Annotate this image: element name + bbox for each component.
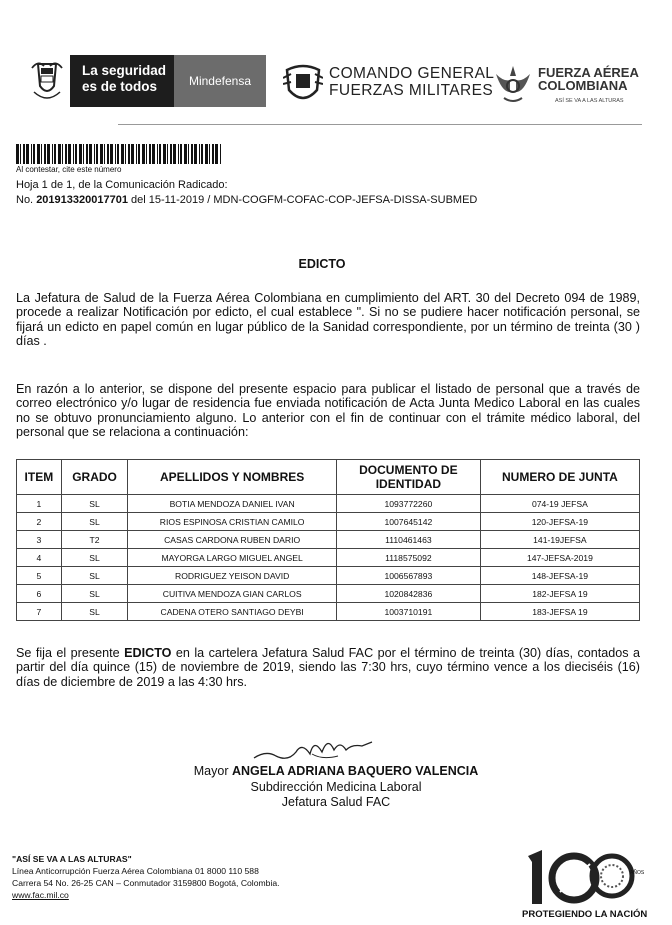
cell-item: 4 bbox=[17, 549, 62, 567]
footer-website-link[interactable]: www.fac.mil.co bbox=[12, 890, 69, 900]
cell-name: CASAS CARDONA RUBEN DARIO bbox=[128, 531, 337, 549]
table-row bbox=[17, 513, 640, 531]
radicado-number: 201913320017701 bbox=[36, 194, 128, 206]
cgfm-shield-logo bbox=[283, 62, 323, 106]
page-line: Hoja 1 de 1, de la Comunicación Radicado: bbox=[16, 179, 228, 191]
header-divider bbox=[118, 124, 642, 125]
cell-grado: SL bbox=[61, 567, 128, 585]
signer-name: ANGELA ADRIANA BAQUERO VALENCIA bbox=[231, 764, 479, 778]
cell-name: BOTIA MENDOZA DANIEL IVAN bbox=[128, 495, 337, 513]
cell-grado: SL bbox=[61, 549, 128, 567]
table-row bbox=[17, 531, 640, 549]
cgfm-line-2: FUERZAS MILITARES bbox=[329, 82, 494, 99]
cell-item: 1 bbox=[17, 495, 62, 513]
table-header-row bbox=[17, 460, 640, 495]
handwritten-signature bbox=[252, 732, 374, 764]
fac-motto: ASÍ SE VA A LAS ALTURAS bbox=[555, 98, 624, 104]
cell-junta: 183-JEFSA 19 bbox=[480, 603, 639, 621]
cell-item: 5 bbox=[17, 567, 62, 585]
footer-anticorruption: Línea Anticorrupción Fuerza Aérea Colombiana 01 8000 110 588 bbox=[12, 866, 259, 876]
cell-item: 2 bbox=[17, 513, 62, 531]
table-row bbox=[17, 495, 640, 513]
footer-slogan: PROTEGIENDO LA NACIÓN bbox=[522, 909, 648, 920]
header-junta: NUMERO DE JUNTA bbox=[480, 460, 639, 495]
signer-rank: Mayor bbox=[193, 764, 232, 778]
fac-line-1: FUERZA AÉREA bbox=[538, 65, 639, 80]
fac-name bbox=[538, 66, 639, 92]
cell-document: 1006567893 bbox=[336, 567, 480, 585]
cell-document: 1118575092 bbox=[336, 549, 480, 567]
header-grado: GRADO bbox=[61, 460, 128, 495]
signer-office: Subdirección Medicina Laboral bbox=[250, 780, 422, 794]
banner-slogan bbox=[70, 55, 174, 107]
cell-junta: 182-JEFSA 19 bbox=[480, 585, 639, 603]
signer-name-line bbox=[0, 764, 672, 779]
cell-grado: SL bbox=[61, 495, 128, 513]
cell-junta: 074-19 JEFSA bbox=[480, 495, 639, 513]
cgfm-name bbox=[329, 65, 494, 99]
cell-document: 1110461463 bbox=[336, 531, 480, 549]
paragraph-3 bbox=[16, 646, 640, 689]
paragraph-1: La Jefatura de Salud de la Fuerza Aérea Colombiana en cumplimiento del ART. 30 del Decreto 094 de 1989, procede a realizar Notificación por edicto, el cual establece ". Si no se pudiere hacer notificación personal, se fijará un edicto en papel común en lugar público de la Sanidad correspondiente, por un término de treinta (30 ) días . bbox=[16, 291, 640, 349]
table-row bbox=[17, 585, 640, 603]
national-coat-of-arms-logo bbox=[30, 58, 64, 106]
mindefensa-banner bbox=[70, 55, 266, 107]
paragraph-2: En razón a lo anterior, se dispone del presente espacio para publicar el listado de personal que a través de correo electrónico y/o lugar de residencia fue enviada notificación de Acta Junta Medico Laboral en las cuales no se obtuvo pronunciamiento alguno. Lo anterior con el fin de continuar con el trámite médico laboral, del personal que se relaciona a continuación: bbox=[16, 382, 640, 440]
cell-junta: 141-19JEFSA bbox=[480, 531, 639, 549]
cgfm-line-1: COMANDO GENERAL bbox=[329, 65, 495, 82]
document-title: EDICTO bbox=[298, 257, 346, 271]
cite-note: Al contestar, cite este número bbox=[16, 165, 122, 174]
banner-mindefensa: Mindefensa bbox=[174, 55, 266, 107]
radicado-line bbox=[16, 193, 477, 207]
cell-item: 3 bbox=[17, 531, 62, 549]
cell-document: 1093772260 bbox=[336, 495, 480, 513]
fac-line-2: COLOMBIANA bbox=[538, 78, 628, 93]
cell-name: MAYORGA LARGO MIGUEL ANGEL bbox=[128, 549, 337, 567]
cell-name: CUITIVA MENDOZA GIAN CARLOS bbox=[128, 585, 337, 603]
radicado-date-code: del 15-11-2019 / MDN-COGFM-COFAC-COP-JEFSA-DISSA-SUBMED bbox=[131, 194, 478, 206]
anniversary-years-label: AÑOS bbox=[630, 870, 645, 876]
cell-document: 1007645142 bbox=[336, 513, 480, 531]
banner-line-1: La seguridad bbox=[82, 63, 167, 78]
anniversary-100-logo bbox=[520, 842, 646, 912]
cell-grado: SL bbox=[61, 513, 128, 531]
cell-document: 1020842836 bbox=[336, 585, 480, 603]
paragraph-3-rest: en la cartelera Jefatura Salud FAC por el término de treinta (30) días, contados a partir del día quince (15) de noviembre de 2019, siendo las 7:30 hrs, cuyo término vence a los dieciséis (16) días de diciembre de 2019 a las 4:30 hrs. bbox=[16, 646, 641, 689]
barcode bbox=[16, 144, 224, 164]
cell-junta: 147-JEFSA-2019 bbox=[480, 549, 639, 567]
cell-grado: SL bbox=[61, 585, 128, 603]
table-row bbox=[17, 567, 640, 585]
cell-item: 6 bbox=[17, 585, 62, 603]
paragraph-3-lead: Se fija el presente bbox=[16, 646, 125, 660]
header-names: APELLIDOS Y NOMBRES bbox=[128, 460, 337, 495]
footer-address: Carrera 54 No. 26-25 CAN – Conmutador 3159800 Bogotá, Colombia. bbox=[12, 878, 280, 888]
banner-line-2: es de todos bbox=[82, 79, 158, 94]
cell-name: RODRIGUEZ YEISON DAVID bbox=[128, 567, 337, 585]
cell-document: 1003710191 bbox=[336, 603, 480, 621]
cell-junta: 120-JEFSA-19 bbox=[480, 513, 639, 531]
cell-name: CADENA OTERO SANTIAGO DEYBI bbox=[128, 603, 337, 621]
cell-junta: 148-JEFSA-19 bbox=[480, 567, 639, 585]
cell-item: 7 bbox=[17, 603, 62, 621]
footer-motto: "ASÍ SE VA A LAS ALTURAS" bbox=[12, 854, 132, 864]
radicado-prefix: No. bbox=[16, 194, 34, 206]
paragraph-3-edicto: EDICTO bbox=[124, 646, 172, 660]
header-document: DOCUMENTO DE IDENTIDAD bbox=[336, 460, 480, 495]
personnel-table bbox=[16, 459, 640, 621]
cell-grado: SL bbox=[61, 603, 128, 621]
table-row bbox=[17, 549, 640, 567]
signer-unit: Jefatura Salud FAC bbox=[281, 795, 391, 809]
cell-grado: T2 bbox=[61, 531, 128, 549]
cell-name: RIOS ESPINOSA CRISTIAN CAMILO bbox=[128, 513, 337, 531]
fac-wings-logo bbox=[494, 62, 532, 106]
table-row bbox=[17, 603, 640, 621]
header-item: ITEM bbox=[17, 460, 62, 495]
